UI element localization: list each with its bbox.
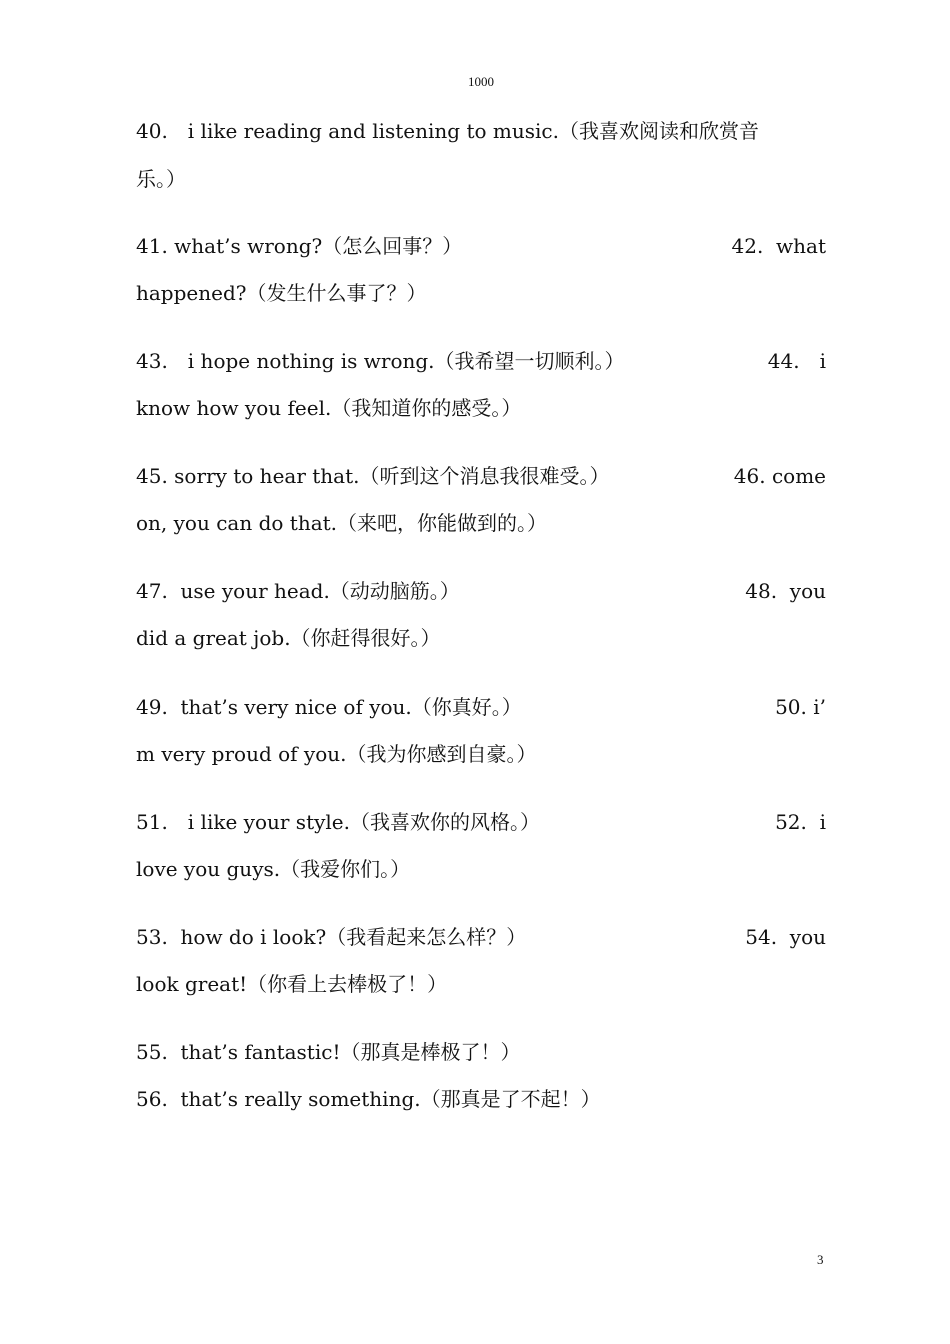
phrase-text: 56. that’s really something.（那真是了不起！） <box>136 1087 601 1111</box>
phrase-continuation: 46. come <box>733 464 826 488</box>
page-header-label: 1000 <box>468 74 494 89</box>
phrase-line-51 <box>136 807 826 837</box>
phrase-text: love you guys.（我爱你们。） <box>136 857 411 881</box>
phrase-line-46-cont <box>136 508 826 538</box>
phrase-text: 55. that’s fantastic!（那真是棒极了！） <box>136 1040 521 1064</box>
phrase-text: 47. use your head.（动动脑筋。） <box>136 579 460 603</box>
phrase-line-47 <box>136 576 826 606</box>
phrase-text: know how you feel.（我知道你的感受。） <box>136 396 522 420</box>
phrase-line-44-cont <box>136 393 826 423</box>
phrase-text: did a great job.（你赶得很好。） <box>136 626 441 650</box>
phrase-text: look great!（你看上去棒极了！） <box>136 972 448 996</box>
phrase-continuation: 44. i <box>767 349 826 373</box>
phrase-line-49 <box>136 692 826 722</box>
page-number: 3 <box>817 1252 824 1267</box>
phrase-line-40-cont <box>136 164 826 194</box>
phrase-text: on, you can do that.（来吧，你能做到的。） <box>136 511 548 535</box>
phrase-text: 41. what’s wrong?（怎么回事？） <box>136 234 463 258</box>
phrase-line-50-cont <box>136 739 826 769</box>
phrase-text: happened?（发生什么事了？） <box>136 281 427 305</box>
phrase-line-55 <box>136 1037 826 1067</box>
phrase-text: 乐。） <box>136 167 186 191</box>
phrase-continuation: 54. you <box>745 925 826 949</box>
phrase-line-40 <box>136 116 826 146</box>
phrase-line-48-cont <box>136 623 826 653</box>
phrase-line-43 <box>136 346 826 376</box>
phrase-line-52-cont <box>136 854 826 884</box>
phrase-line-54-cont <box>136 969 826 999</box>
phrase-text: 45. sorry to hear that.（听到这个消息我很难受。） <box>136 464 610 488</box>
phrase-continuation: 48. you <box>745 579 826 603</box>
phrase-line-53 <box>136 922 826 952</box>
phrase-text: 40. i like reading and listening to music.（我喜欢阅读和欣赏音 <box>136 119 759 143</box>
phrase-text: 49. that’s very nice of you.（你真好。） <box>136 695 522 719</box>
phrase-line-45 <box>136 461 826 491</box>
phrase-text: m very proud of you.（我为你感到自豪。） <box>136 742 537 766</box>
phrase-line-41 <box>136 231 826 261</box>
phrase-text: 43. i hope nothing is wrong.（我希望一切顺利。） <box>136 349 625 373</box>
phrase-line-56 <box>136 1084 826 1114</box>
phrase-line-42-cont <box>136 278 826 308</box>
phrase-continuation: 52. i <box>775 810 826 834</box>
phrase-text: 53. how do i look?（我看起来怎么样？） <box>136 925 527 949</box>
phrase-continuation: 42. what <box>731 234 826 258</box>
phrase-text: 51. i like your style.（我喜欢你的风格。） <box>136 810 540 834</box>
phrase-continuation: 50. i’ <box>775 695 826 719</box>
